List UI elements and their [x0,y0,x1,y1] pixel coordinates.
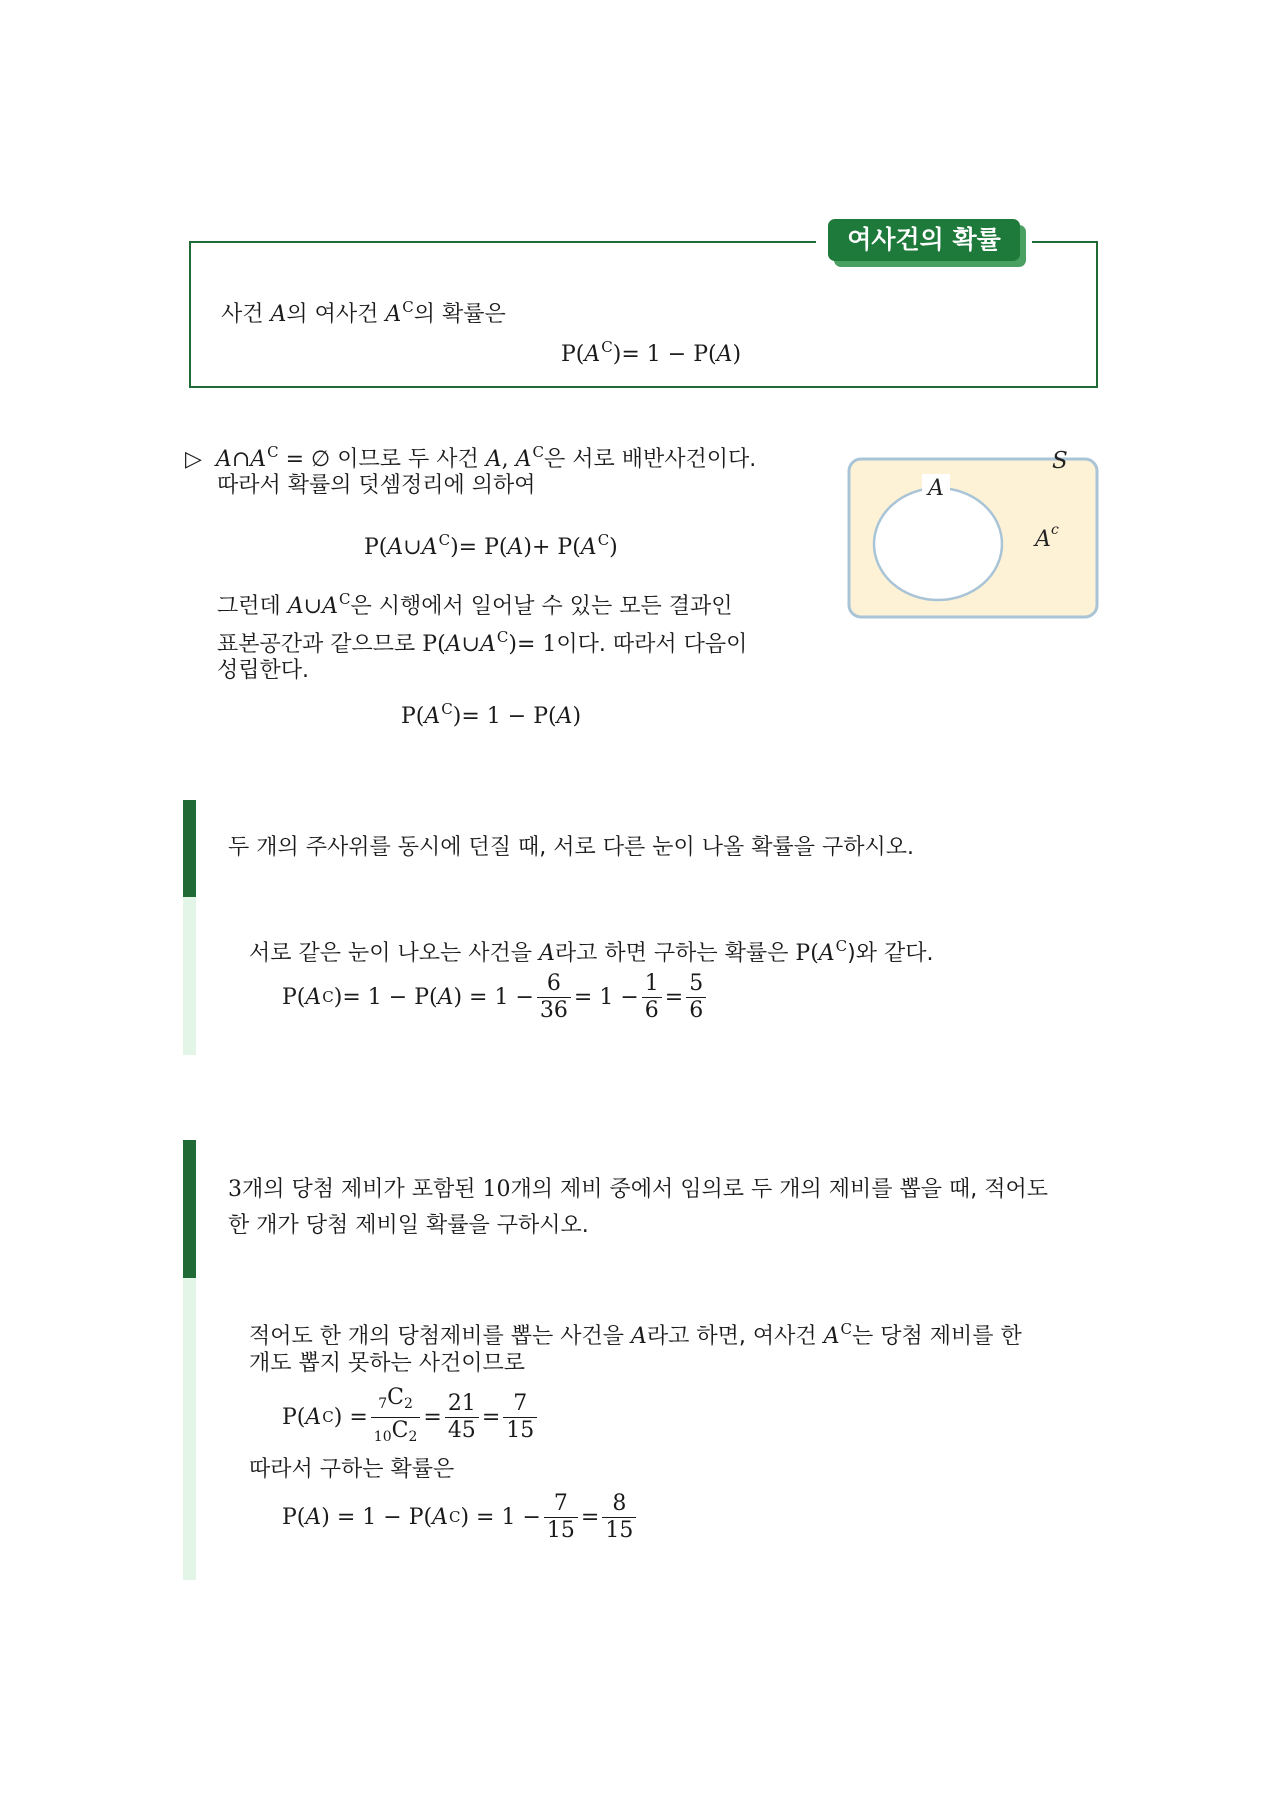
numerator: 7 [544,1491,578,1518]
text-part: 적어도 한 개의 당첨제비를 뽑는 사건을 [249,1324,631,1349]
example2-solution-line-2: 개도 뽑지 못하는 사건이므로 [249,1351,526,1376]
numerator: 8 [602,1491,636,1518]
numerator: 1 [642,971,662,998]
numerator: 7 [503,1391,537,1418]
var-a: A [580,535,597,560]
fraction-8-15 [602,1491,636,1544]
math-part: 2 [404,1395,413,1412]
sup-c: C [441,700,453,718]
explanation-line-4 [217,622,747,660]
fraction-7-15 [503,1391,537,1444]
example1-bar-dark [183,800,196,897]
var-a: A [385,302,402,327]
numerator: 6 [537,971,571,998]
text-part: 의 여사건 [286,302,386,327]
fraction-6-36 [537,971,571,1024]
example2-bar-dark [183,1140,196,1278]
explanation-formula-2 [401,694,581,732]
var-a: A [250,447,267,472]
sup-c: C [496,628,509,646]
var-a: A [322,594,338,619]
math-part: P( [401,704,425,729]
definition-badge: 여사건의 확률 [828,219,1020,261]
sup-c: C [338,590,351,608]
math-part: = 1 − [573,984,639,1010]
math-part: C [387,1384,404,1410]
var-a: A [287,594,304,619]
sup-c: C [267,443,279,461]
math-part: 3 [228,1177,242,1202]
math-part: ∪ [303,594,323,619]
triangle-marker-icon: ▷ [185,447,202,472]
text-part: 은 서로 배반사건이다. [543,447,757,472]
example2-solution-line-1 [249,1314,1022,1352]
example2-question-line-2: 한 개가 당첨 제비일 확률을 구하시오. [228,1213,589,1238]
definition-text [221,292,506,330]
example1-question: 두 개의 주사위를 동시에 던질 때, 서로 다른 눈이 나올 확률을 구하시오. [228,835,914,860]
definition-formula [561,332,741,370]
denominator [371,1418,421,1450]
label-s: S [1052,448,1068,474]
sup-c: C [402,298,414,316]
text-part: )와 같다. [847,941,934,966]
explanation-formula-1 [364,525,618,563]
var-a: A [631,1324,647,1349]
denominator: 6 [689,997,704,1023]
fraction-21-45 [445,1391,479,1444]
denominator: 45 [447,1417,476,1443]
math-part: P( [422,632,446,657]
text-part: 는 당첨 제비를 한 [852,1324,1022,1349]
math-part: P( [282,1504,306,1530]
sup-c: C [835,937,848,955]
sup-c: C [438,531,451,549]
math-part: ) = 1 − P( [321,1504,433,1530]
math-part: = [423,1404,442,1430]
sup-c: C [448,1508,461,1526]
denominator: 6 [644,997,659,1023]
numerator [371,1385,421,1418]
math-part: )= 1 − P( [612,342,717,367]
text-part: 은 시행에서 일어날 수 있는 모든 결과인 [350,594,733,619]
math-part: ∪ [461,632,480,657]
fraction-1-6 [642,971,662,1024]
example1-bar-light [183,897,196,1055]
fraction-5-6 [686,971,706,1024]
var-a: A [515,447,532,472]
math-part: , [501,447,516,472]
text-part: 사건 [221,302,271,327]
var-a: A [432,1504,448,1530]
sup-c: C [601,338,613,356]
var-a: A [823,1324,840,1349]
var-a: A [507,535,524,560]
math-part: )= P( [450,535,508,560]
math-part: ∪ [403,535,422,560]
text-part: 라고 하면, 여사건 [646,1324,824,1349]
text-part: 이다. 따라서 다음이 [556,632,748,657]
sup-c: C [532,443,544,461]
var-a: A [479,632,496,657]
example2-solution-line-3: 따라서 구하는 확률은 [249,1457,455,1482]
math-part: ) [732,342,742,367]
math-part: = ∅ [278,447,331,472]
explanation-line-2: 따라서 확률의 덧셈정리에 의하여 [217,473,536,498]
math-part: P( [282,984,306,1010]
math-part: )+ P( [523,535,581,560]
example2-bar-light [183,1278,196,1580]
denominator: 36 [539,997,568,1023]
text-part: 개의 당첨 제비가 포함된 [242,1177,483,1202]
text-part: 그런데 [217,594,288,619]
var-a: A [485,447,502,472]
example1-solution [249,931,933,969]
math-part: )= 1 − P( [333,984,438,1010]
sup-c: C [322,988,334,1006]
text-part: 의 확률은 [413,302,506,327]
math-part: )= 1 − P( [452,704,557,729]
denominator: 15 [506,1417,535,1443]
label-ac-sup: c [1051,522,1059,538]
text-part: 이므로 두 사건 [330,447,486,472]
math-part: = [481,1404,501,1430]
event-a-circle [874,488,1002,600]
var-a: A [539,941,555,966]
math-part: P( [561,342,585,367]
numerator: 21 [445,1391,479,1418]
denominator: 15 [546,1517,575,1543]
math-part: ) = [333,1404,368,1430]
example2-formula-1 [282,1386,540,1448]
var-a: A [387,535,404,560]
denominator: 15 [605,1517,634,1543]
math-part: C [391,1417,409,1443]
var-a: A [270,302,287,327]
math-part: ) = 1 − [453,984,534,1010]
var-a: A [215,447,232,472]
explanation-line-1 [185,437,756,475]
math-part: ∩ [231,447,251,472]
text-part: 표본공간과 같으므로 [217,632,423,657]
var-a: A [305,984,322,1010]
text-part: 서로 같은 눈이 나오는 사건을 [249,941,539,966]
math-part: P( [282,1404,306,1430]
math-part: ) = 1 − [460,1504,541,1530]
math-part: 7 [378,1395,388,1412]
math-part: ) [609,535,618,560]
math-part: P( [795,941,819,966]
numerator: 5 [686,971,706,998]
var-a: A [556,704,573,729]
math-part: 10 [373,1428,392,1445]
explanation-line-3 [217,584,732,622]
var-a: A [421,535,438,560]
var-a: A [584,342,601,367]
math-part: 2 [408,1428,418,1445]
example2-formula-2 [282,1488,639,1546]
example1-formula [282,968,709,1026]
var-a: A [424,704,441,729]
label-ac: A [1035,527,1051,552]
sup-c: C [322,1408,334,1426]
sup-c: C [597,531,610,549]
var-a: A [305,1504,322,1530]
math-part: P( [364,535,388,560]
var-a: A [437,984,454,1010]
var-a: A [716,342,733,367]
var-a: A [305,1404,322,1430]
fraction-7-15 [544,1491,578,1544]
math-part: ) [572,704,582,729]
var-a: A [445,632,462,657]
example2-question-line-1 [228,1175,1048,1205]
math-part: 10 [482,1177,511,1202]
venn-diagram [842,444,1104,632]
sup-c: C [840,1320,853,1338]
math-part: )= 1 [508,632,557,657]
math-part: = [664,984,684,1010]
label-a: A [928,476,944,501]
math-part: = [580,1504,600,1530]
fraction-7c2-10c2 [371,1385,421,1450]
explanation-line-5: 성립한다. [217,658,310,683]
text-part: 라고 하면 구하는 확률은 [554,941,796,966]
text-part: 개의 제비 중에서 임의로 두 개의 제비를 뽑을 때, 적어도 [510,1177,1048,1202]
var-a: A [818,941,835,966]
